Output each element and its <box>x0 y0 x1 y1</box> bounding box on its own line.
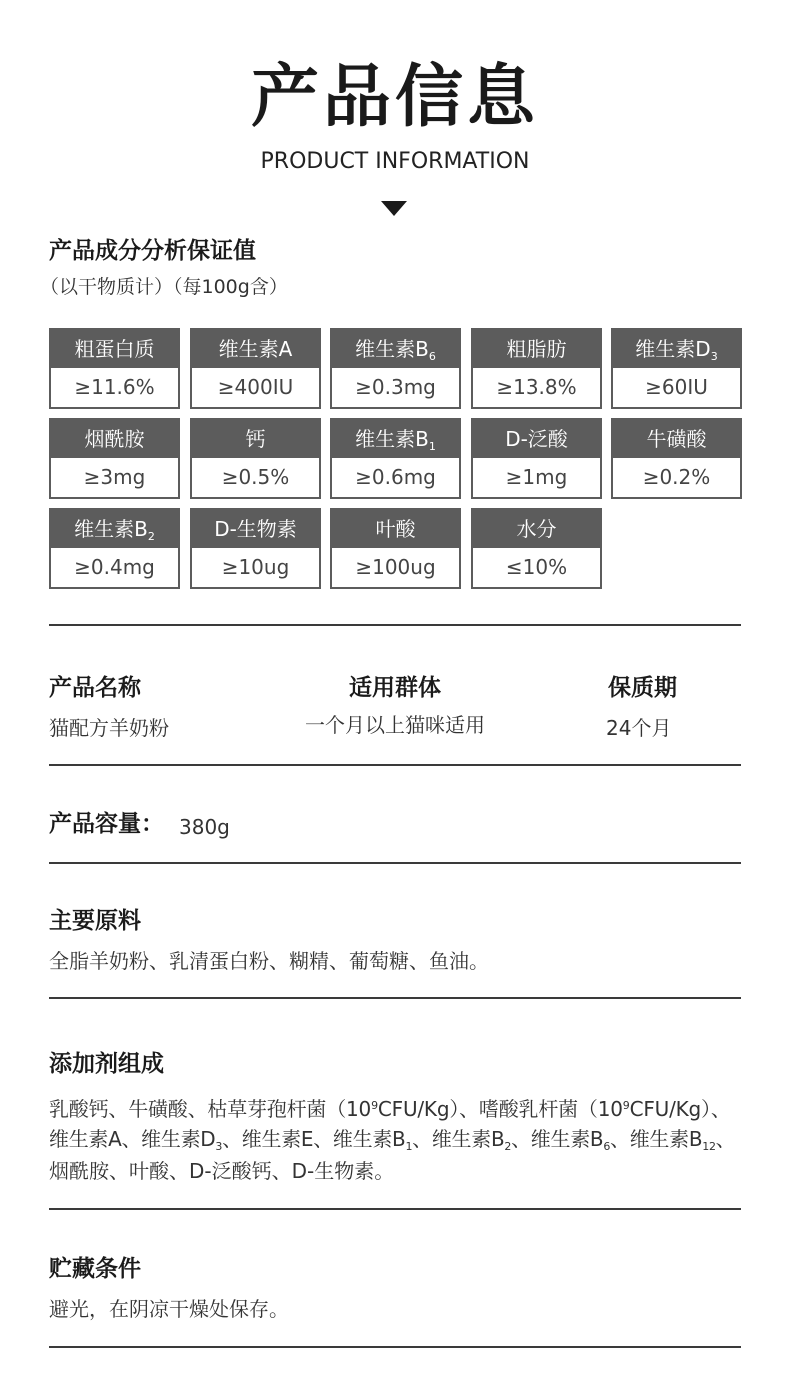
nutrient-name: 维生素$B_1$ <box>332 420 459 458</box>
nutrient-cell <box>611 328 742 409</box>
nutrient-cell <box>190 418 321 499</box>
nutrient-grid <box>49 328 749 590</box>
shelf-life-value: 24个月 <box>606 716 672 740</box>
capacity-value: 380g <box>179 815 230 839</box>
additives-heading: 添加剂组成 <box>49 1051 164 1077</box>
nutrient-cell <box>471 328 602 409</box>
analysis-heading: 产品成分分析保证值 <box>49 238 256 264</box>
nutrient-value: ≤10% <box>505 555 568 579</box>
page-subtitle: PRODUCT INFORMATION <box>260 149 530 174</box>
divider <box>49 862 741 864</box>
nutrient-name: 粗脂肪 <box>473 330 600 368</box>
nutrient-cell <box>330 328 461 409</box>
nutrient-value: ≥0.6mg <box>355 465 436 489</box>
nutrient-value: ≥11.6% <box>74 375 155 399</box>
nutrient-name: 叶酸 <box>332 510 459 548</box>
target-group-value: 一个月以上猫咪适用 <box>305 713 485 737</box>
nutrient-name: 水分 <box>473 510 600 548</box>
nutrient-name: D-泛酸 <box>473 420 600 458</box>
nutrient-name: 钙 <box>192 420 319 458</box>
nutrient-name: 维生素$D_3$ <box>613 330 740 368</box>
nutrient-cell <box>49 328 180 409</box>
nutrient-name: 烟酰胺 <box>51 420 178 458</box>
nutrient-cell <box>49 508 180 589</box>
nutrient-cell <box>190 328 321 409</box>
product-name-label: 产品名称 <box>49 675 141 701</box>
nutrient-cell <box>330 508 461 589</box>
nutrient-value: ≥3mg <box>83 465 146 489</box>
nutrient-name: 牛磺酸 <box>613 420 740 458</box>
nutrient-cell <box>330 418 461 499</box>
divider <box>49 764 741 766</box>
nutrient-value: ≥400IU <box>217 375 294 399</box>
nutrient-name: D-生物素 <box>192 510 319 548</box>
divider <box>49 1208 741 1210</box>
capacity-label: 产品容量： <box>49 811 164 837</box>
divider <box>49 997 741 999</box>
additives-line-2: 维生素A、维生素$D_3$、维生素E、维生素$B_1$、维生素$B_2$、维生素$B_6$、维生素$B_{12}$、 <box>49 1127 736 1153</box>
analysis-note: （以干物质计）（每100g含） <box>40 276 288 298</box>
nutrient-cell <box>471 418 602 499</box>
divider <box>49 624 741 626</box>
nutrient-name: 粗蛋白质 <box>51 330 178 368</box>
nutrient-value: ≥0.3mg <box>355 375 436 399</box>
nutrient-cell <box>49 418 180 499</box>
ingredients-heading: 主要原料 <box>49 908 141 934</box>
shelf-life-label: 保质期 <box>608 675 677 701</box>
nutrient-name: 维生素$B_6$ <box>332 330 459 368</box>
nutrient-cell <box>471 508 602 589</box>
nutrient-value: ≥0.2% <box>642 465 711 489</box>
page-title: 产品信息 <box>250 58 539 137</box>
nutrient-value: ≥0.5% <box>221 465 290 489</box>
nutrient-name: 维生素A <box>192 330 319 368</box>
divider <box>49 1346 741 1348</box>
nutrient-cell <box>611 418 742 499</box>
down-triangle-icon <box>381 201 407 216</box>
nutrient-cell <box>190 508 321 589</box>
nutrient-value: ≥0.4mg <box>74 555 155 579</box>
product-name-value: 猫配方羊奶粉 <box>49 716 169 740</box>
nutrient-name: 维生素$B_2$ <box>51 510 178 548</box>
ingredients-text: 全脂羊奶粉、乳清蛋白粉、糊精、葡萄糖、鱼油。 <box>49 949 489 973</box>
nutrient-value: ≥100ug <box>355 555 436 579</box>
nutrient-value: ≥60IU <box>645 375 708 399</box>
nutrient-value: ≥1mg <box>505 465 568 489</box>
nutrient-value: ≥10ug <box>221 555 290 579</box>
additives-line-1: 乳酸钙、牛磺酸、枯草芽孢杆菌$(10^9CFU/Kg)$、嗜酸乳杆菌$(10^9CFU/Kg)$、 <box>49 1097 731 1121</box>
additives-line-3: 烟酰胺、叶酸、D-泛酸钙、D-生物素。 <box>49 1159 395 1183</box>
nutrient-value: ≥13.8% <box>496 375 577 399</box>
storage-text: 避光，在阴凉干燥处保存。 <box>49 1297 289 1321</box>
storage-heading: 贮藏条件 <box>49 1256 141 1282</box>
target-group-label: 适用群体 <box>349 675 441 701</box>
